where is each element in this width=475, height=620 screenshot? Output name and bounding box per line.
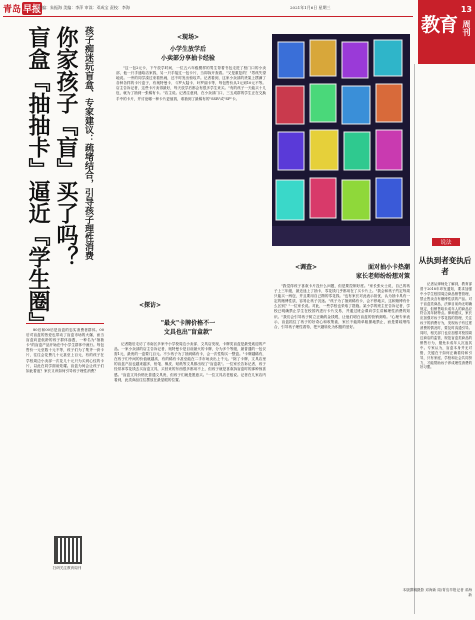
issue-date: 2021年1月6日 星期三 [290, 5, 331, 10]
section-subhead-visit-2: 文具也出"盲盒款" [163, 329, 213, 336]
section-subhead-scene-2: 小卖部分享抽卡经验 [160, 55, 215, 62]
section-subhead-scene-1: 小学生放学后 [169, 46, 206, 53]
lead-block [26, 323, 104, 529]
side-label: 说法 [432, 238, 460, 246]
section-subtitle: 周刊 [462, 20, 471, 36]
page-number: 13 [460, 5, 472, 14]
survey-paragraph: "我觉得孩子喜欢卡片没什么问题，但是要控制好度。"家长张女士说，自己的孩子上三年级，最近迷上了抽卡，零花钱几乎都用在了买卡片上。"我会和孩子约定每周只能买一两包，并且要用自己攒的零花钱。"也有家长对此表示担忧，认为抽卡具有一定的赌博性质，容易让孩子沉迷。"孩子为了抽到稀有卡，会不停地买，这和赌博有什么区别？"一位家长说。对此，一些学校也采取了措施。某小学的班主任告诉记者，学校已明确禁止学生在校园内进行卡片交易，并通过班会课向学生讲解理性消费的知识。"我们会引导孩子树立正确的金钱观，让他们明白盲盒的营销套路。"心理专家表示，盲盒抓住了孩子的好奇心和收集欲，家长不能简单粗暴地禁止，而是要疏堵结合，引导孩子理性看待，把兴趣转化为积极的爱好。 [274, 284, 410, 329]
qr-code [54, 536, 82, 564]
side-title: 从执到者变执后者 [418, 256, 472, 276]
section-subhead-survey-2: 家长老师纷纷想对策 [355, 273, 410, 280]
page-credit: 本版撰稿摄影 邓海新 周/青岛早报记者 邓海新 [402, 588, 472, 597]
column-divider-right [414, 64, 415, 614]
qr-caption: 扫码关注教育周刊 [52, 566, 82, 570]
side-paragraph: 记者从律师处了解到，教育部曾于2018年印发通知，要求加强中小学生校园周边商品销售管理，禁止售卖含有赌博性质的产品。对于盲盒类商品，法律目前尚无明确规定，但销售给未成年人的商品应符合其年龄特点。律师建议，家长应加强对孩子零花钱的管理，关注孩子的消费行为，发现孩子有过度消费的情况时，要及时沟通引导。同时，相关部门也应加强对校园周边商店的监管，规范盲盒类商品的销售行为，避免未成年人沉迷其中。专家认为，盲盒本身并无对错，关键在于如何正确看待和引导，只有家庭、学校和社会共同努力，才能帮助孩子养成理性消费的好习惯。 [420, 282, 472, 370]
section-subhead-visit-1: "最火"卡牌价格不一 [160, 320, 216, 327]
section-title: 教育 [421, 14, 458, 36]
logo-text-right: 早报 [22, 2, 42, 15]
side-body [420, 282, 472, 582]
scene-body [116, 66, 266, 272]
masthead-logo [3, 2, 42, 14]
scene-paragraph: "这一包2元卡，下午放学时间，一位五六年级模样的男生背着书包走进了校门口的小卖部，他一只手递给店家钱，另一只手接过一包卡片，当即拆开查看。"又是重复的！"男孩失望地说。一旁的同学凑过来看热闹，还不时发出惊叹声。记者看到，这家小卖部的货架上摆满了各种各样的卡片盒子，有奥特曼卡、斗罗大陆卡、叶罗丽卡等，每包售价从1元到10元不等。店主告诉记者，这些卡片卖得最好，每天放学后都会有很多学生来买。"有的孩子一天能买十几包，就为了抽到一张稀有卡。"店主说。记者注意到，在小卖部门口，三五成群的学生正在交换手中的卡片，并讨论哪一种卡片更值钱，谁抽到了最稀有的"SSR"或"SP"卡。 [116, 66, 266, 101]
section-subhead-survey-1: 面对抽小卡热潮 [367, 264, 410, 271]
section-label-survey: <调查> [294, 264, 318, 271]
headline-kicker: 孩子痴迷玩盲盒、专家建议：疏堵结合，引导孩子理性消费 [83, 26, 93, 260]
card-photo [272, 34, 410, 246]
logo-text-left: 青岛 [3, 4, 22, 15]
headline-title-1: 你家孩子『盲』买了吗？ [53, 26, 78, 268]
header-rule [3, 16, 413, 17]
lead-text [26, 328, 104, 528]
visit-body [114, 342, 266, 614]
editor-credits: 美编：朱振海 美编：李萍 审读：邓成宝 责校：李海 [38, 5, 130, 10]
visit-paragraph: 记者随后走访了市南区多家中小学校周边小卖部、文具店发现，卡牌类盲盒是最受欢迎的产品。一家小卖部的店主告诉记者，奥特曼卡是目前最火的卡牌，分为多个等级，最普通的一包仅需1元，最贵的一盒要几百元。不少孩子为了抽到稀有卡，会一次性购买一整盒。"卡牌越稀有，在孩子们中间的价值就越高，有的稀有卡甚至能在二手市场卖出上千元。"除了卡牌，文具店里的盲盒产品也越来越多，铅笔、橡皮、贴纸等文具都出现了"盲盒款"。一位家长告诉记者，孩子经常拿零花钱去买盲盒文具，买回来的东西很多都用不上，但孩子就是喜欢拆盲盒时的那种惊喜感。"盲盒文具价格比普通文具贵，但孩子们就是愿意买。"一位文具店老板说。记者在几家店内看到，此类商品往往摆放在最显眼的位置。 [114, 342, 266, 382]
trading-cards-illustration [272, 34, 410, 246]
headline-title-2: 盲盒『抽抽卡』逼近『学生圈』 [25, 26, 50, 334]
survey-body [274, 284, 410, 614]
section-label-visit: <探访> [138, 302, 162, 309]
lead-paragraph: 80后和00后是盲盒的忠实消费者群体。00后对盲盒的热爱也带动了盲盒市场的火爆，而当盲盒向更低龄的孩子群体渗透，一种名为"抽抽卡"的盲盒产品开始在中小学生群体中流行。每包售价一元至数十元不等，孩子们为了集齐一套卡片，往往会花费几十元甚至上百元，有的孩子在学校周边小卖部一次花几十元只为买到心仪的卡片，以此在同学面前炫耀。盲盒为何会让孩子们如此着迷？家长又该如何引导孩子理性消费？ [26, 328, 104, 373]
section-label-scene: <现场> [176, 34, 200, 41]
section-banner [418, 0, 475, 64]
